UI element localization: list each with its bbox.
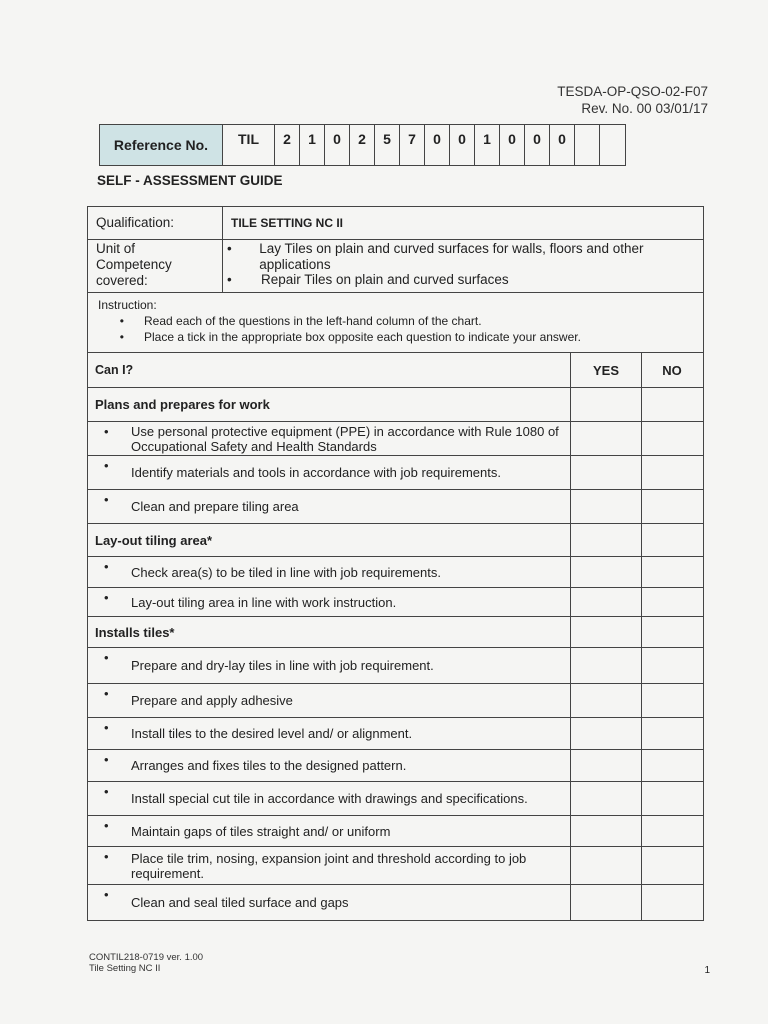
no-checkbox[interactable] — [642, 388, 702, 421]
question-text: Install tiles to the desired level and/ or alignment. — [131, 726, 413, 741]
bullet-icon: • — [227, 272, 232, 287]
question-text: Place tile trim, nosing, expansion joint and threshold according to job requirement. — [131, 850, 527, 881]
section-title: Plans and prepares for work — [87, 388, 571, 421]
bullet-icon: • — [104, 887, 109, 902]
competency-list — [223, 240, 703, 292]
no-header: NO — [662, 362, 682, 378]
section-title: Installs tiles* — [87, 617, 571, 647]
competency-item: • Lay Tiles on plain and curved surfaces for walls, floors and other applications — [223, 241, 695, 272]
question-row — [87, 750, 703, 782]
question-text: Prepare and apply adhesive — [131, 693, 293, 708]
reference-digit: 2 — [350, 125, 375, 165]
no-checkbox[interactable] — [642, 648, 702, 683]
yes-checkbox[interactable] — [571, 422, 642, 455]
yes-checkbox[interactable] — [571, 490, 642, 523]
yes-checkbox[interactable] — [571, 885, 642, 920]
bullet-icon: • — [104, 752, 109, 767]
question-text: Check area(s) to be tiled in line with job requirements. — [131, 564, 441, 580]
yes-checkbox[interactable] — [571, 388, 642, 421]
bullet-icon: • — [119, 314, 124, 328]
section-row — [87, 617, 703, 648]
bullet-icon: • — [227, 241, 232, 256]
checklist — [87, 353, 703, 920]
question-text: Clean and seal tiled surface and gaps — [131, 895, 349, 910]
question-text: Use personal protective equipment (PPE) in accordance with Rule 1080 of Occupational Safety and Health Standards — [131, 423, 559, 454]
footer-code: CONTIL218-0719 ver. 1.00 — [89, 952, 204, 963]
bullet-icon: • — [104, 458, 109, 473]
bullet-icon: • — [104, 650, 109, 665]
reference-number-row — [99, 124, 626, 166]
question-row — [87, 847, 703, 885]
reference-digit: 1 — [300, 125, 325, 165]
page-number: 1 — [704, 965, 710, 976]
revision-number: Rev. No. 00 03/01/17 — [581, 101, 708, 116]
no-checkbox[interactable] — [642, 422, 702, 455]
bullet-icon: • — [104, 559, 109, 574]
bullet-icon: • — [104, 784, 109, 799]
question-text: Maintain gaps of tiles straight and/ or uniform — [131, 823, 391, 839]
question-row — [87, 557, 703, 588]
yes-header: YES — [571, 353, 642, 387]
bullet-icon: • — [104, 686, 109, 701]
reference-prefix: TIL — [223, 125, 275, 165]
bullet-icon: • — [104, 849, 109, 864]
qualification-label: Qualification: — [88, 207, 223, 239]
instruction-block — [88, 293, 703, 353]
page-title: SELF - ASSESSMENT GUIDE — [97, 173, 283, 188]
footer-qualification: Tile Setting NC II — [89, 963, 161, 974]
no-checkbox[interactable] — [642, 490, 702, 523]
question-text: Arranges and fixes tiles to the designed pattern. — [131, 758, 407, 773]
no-checkbox[interactable] — [642, 557, 702, 587]
bullet-icon: • — [104, 424, 109, 439]
yes-checkbox[interactable] — [571, 617, 642, 647]
question-text: Install special cut tile in accordance with drawings and specifications. — [131, 791, 528, 806]
reference-digit: 2 — [275, 125, 300, 165]
document-code: TESDA-OP-QSO-02-F07 — [557, 84, 708, 99]
competency-row — [88, 240, 703, 293]
section-title: Lay-out tiling area* — [87, 524, 571, 556]
yes-checkbox[interactable] — [571, 588, 642, 616]
competency-item: • Repair Tiles on plain and curved surfaces — [223, 272, 695, 288]
yes-checkbox[interactable] — [571, 456, 642, 489]
no-checkbox[interactable] — [642, 524, 702, 556]
qualification-row — [88, 207, 703, 240]
reference-digit: 0 — [325, 125, 350, 165]
bullet-icon: • — [104, 818, 109, 833]
reference-digit: 7 — [400, 125, 425, 165]
instruction-label: Instruction: — [98, 298, 157, 312]
yes-checkbox[interactable] — [571, 847, 642, 884]
section-row — [87, 524, 703, 557]
question-text: Identify materials and tools in accordance with job requirements. — [131, 465, 501, 480]
no-checkbox[interactable] — [642, 816, 702, 846]
yes-checkbox[interactable] — [571, 684, 642, 717]
qualification-value: TILE SETTING NC II — [231, 216, 344, 230]
yes-checkbox[interactable] — [571, 718, 642, 749]
reference-digit — [575, 125, 600, 165]
bullet-icon: • — [104, 720, 109, 735]
question-text: Lay-out tiling area in line with work instruction. — [131, 594, 397, 610]
reference-digit: 5 — [375, 125, 400, 165]
question-row — [87, 490, 703, 524]
reference-digit — [600, 125, 625, 165]
question-row — [87, 885, 703, 920]
no-checkbox[interactable] — [642, 847, 702, 884]
yes-checkbox[interactable] — [571, 750, 642, 781]
question-row — [87, 648, 703, 684]
reference-label: Reference No. — [100, 125, 223, 165]
yes-checkbox[interactable] — [571, 524, 642, 556]
question-row — [87, 782, 703, 816]
assessment-table — [87, 206, 704, 921]
question-text: Clean and prepare tiling area — [131, 499, 299, 514]
section-row — [87, 388, 703, 422]
instruction-item: • Place a tick in the appropriate box opposite each question to indicate your answer. — [98, 329, 693, 345]
bullet-icon: • — [104, 590, 109, 605]
reference-digit: 0 — [500, 125, 525, 165]
no-checkbox[interactable] — [642, 782, 702, 815]
yes-checkbox[interactable] — [571, 648, 642, 683]
no-checkbox[interactable] — [642, 750, 702, 781]
bullet-icon: • — [104, 492, 109, 507]
question-row — [87, 456, 703, 490]
bullet-icon: • — [119, 330, 124, 344]
no-checkbox[interactable] — [642, 718, 702, 749]
reference-digit: 0 — [425, 125, 450, 165]
reference-digit: 0 — [550, 125, 575, 165]
reference-digit: 1 — [475, 125, 500, 165]
question-header: Can I? — [87, 353, 571, 387]
competency-label: Unit of Competency covered: — [88, 240, 223, 292]
checklist-header — [87, 353, 703, 388]
no-checkbox[interactable] — [642, 456, 702, 489]
question-row — [87, 816, 703, 847]
question-row — [87, 588, 703, 617]
no-checkbox[interactable] — [642, 588, 702, 616]
question-row — [87, 718, 703, 750]
no-checkbox[interactable] — [642, 885, 702, 920]
no-checkbox[interactable] — [642, 617, 702, 647]
reference-digit: 0 — [525, 125, 550, 165]
no-checkbox[interactable] — [642, 684, 702, 717]
yes-checkbox[interactable] — [571, 816, 642, 846]
instruction-item: • Read each of the questions in the left-hand column of the chart. — [98, 313, 693, 329]
question-text: Prepare and dry-lay tiles in line with job requirement. — [131, 658, 434, 673]
reference-digit: 0 — [450, 125, 475, 165]
yes-checkbox[interactable] — [571, 557, 642, 587]
question-row — [87, 422, 703, 456]
yes-checkbox[interactable] — [571, 782, 642, 815]
question-row — [87, 684, 703, 718]
